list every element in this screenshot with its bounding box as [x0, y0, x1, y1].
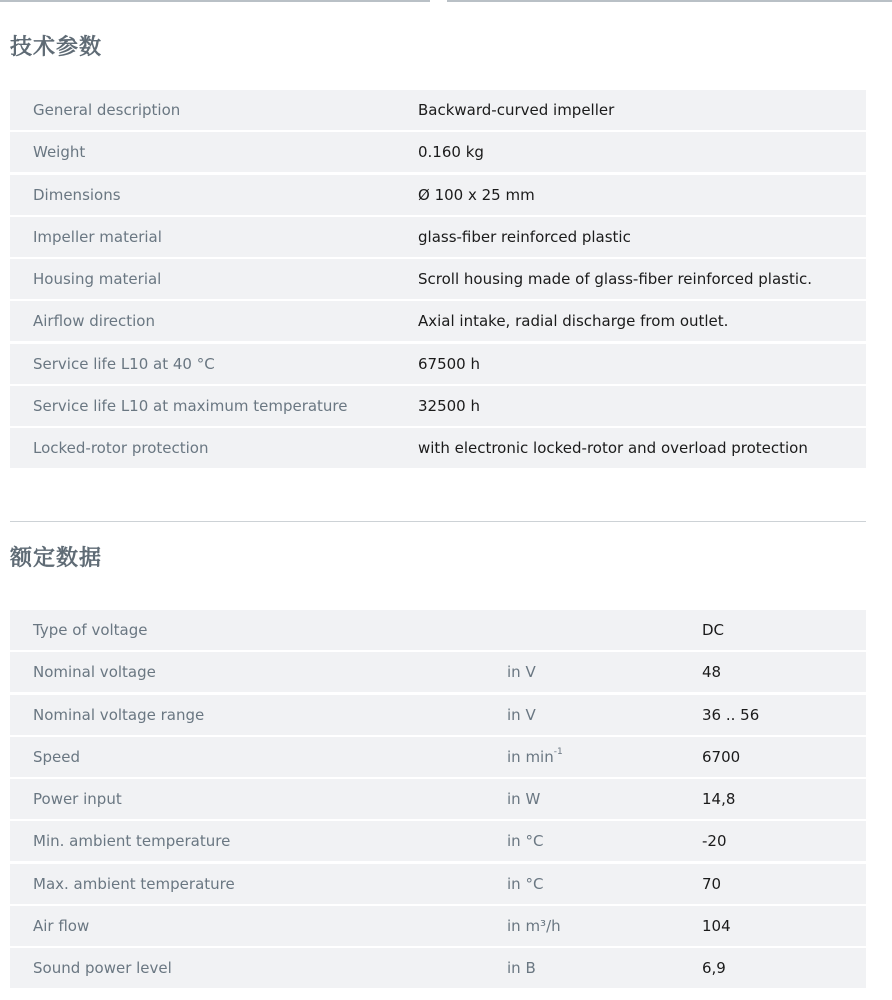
row-unit: in °C — [507, 832, 544, 851]
row-value: glass-fiber reinforced plastic — [418, 227, 631, 246]
row-value: Scroll housing made of glass-fiber reinforced plastic. — [418, 270, 813, 289]
table-row — [10, 386, 866, 426]
row-unit: in °C — [507, 874, 544, 893]
row-label: Dimensions — [33, 185, 121, 204]
table-row — [10, 906, 866, 946]
table-row — [10, 948, 866, 988]
section-title-technical: 技术参数 — [10, 35, 103, 60]
section-divider — [10, 521, 866, 522]
row-label: Weight — [33, 143, 86, 162]
table-row — [10, 217, 866, 257]
row-unit: in B — [507, 959, 536, 978]
row-label: Sound power level — [33, 959, 172, 978]
row-unit — [507, 737, 563, 777]
section-title-rated: 额定数据 — [10, 546, 103, 571]
row-value: DC — [702, 621, 725, 639]
table-row — [10, 259, 866, 299]
table-row — [10, 737, 866, 777]
top-rule-left — [0, 0, 430, 2]
row-label: Housing material — [33, 270, 162, 289]
row-value: 104 — [702, 917, 731, 936]
unit-text: in min — [507, 747, 554, 766]
top-rule-right — [447, 0, 892, 2]
unit-superscript: -1 — [553, 746, 563, 757]
row-unit: in W — [507, 790, 541, 809]
row-label: Service life L10 at maximum temperature — [33, 397, 348, 416]
row-value: 0.160 kg — [418, 143, 484, 162]
row-value: with electronic locked-rotor and overload protection — [418, 439, 808, 458]
row-value: Axial intake, radial discharge from outlet. — [418, 312, 729, 331]
row-value: Backward-curved impeller — [418, 101, 615, 119]
row-label: Nominal voltage — [33, 663, 156, 682]
row-label: Airflow direction — [33, 312, 155, 331]
row-label: Service life L10 at 40 °C — [33, 354, 215, 373]
row-value: 6700 — [702, 747, 741, 766]
row-value: Ø 100 x 25 mm — [418, 185, 535, 204]
row-value: 32500 h — [418, 397, 480, 416]
row-value: 67500 h — [418, 354, 480, 373]
row-unit: in m³/h — [507, 917, 561, 936]
table-row — [10, 344, 866, 384]
row-unit: in V — [507, 705, 536, 724]
table-row — [10, 652, 866, 692]
table-row — [10, 175, 866, 215]
table-row — [10, 90, 866, 130]
row-label: Type of voltage — [33, 621, 148, 639]
row-label: Air flow — [33, 917, 90, 936]
row-label: Impeller material — [33, 227, 162, 246]
row-value: -20 — [702, 832, 727, 851]
row-label: Max. ambient temperature — [33, 874, 235, 893]
row-label: General description — [33, 101, 181, 119]
row-value: 36 .. 56 — [702, 705, 760, 724]
row-label: Speed — [33, 747, 81, 766]
row-label: Locked-rotor protection — [33, 439, 209, 458]
row-unit: in V — [507, 663, 536, 682]
table-row — [10, 610, 866, 650]
row-value: 6,9 — [702, 959, 726, 978]
row-label: Min. ambient temperature — [33, 832, 231, 851]
row-label: Power input — [33, 790, 122, 809]
rated-data-table — [10, 610, 866, 991]
table-row — [10, 821, 866, 861]
row-value: 48 — [702, 663, 722, 682]
row-value: 14,8 — [702, 790, 736, 809]
table-row — [10, 779, 866, 819]
technical-params-table — [10, 90, 866, 471]
row-label: Nominal voltage range — [33, 705, 205, 724]
table-row — [10, 695, 866, 735]
table-row — [10, 301, 866, 341]
table-row — [10, 428, 866, 468]
row-value: 70 — [702, 874, 722, 893]
table-row — [10, 864, 866, 904]
table-row — [10, 132, 866, 172]
